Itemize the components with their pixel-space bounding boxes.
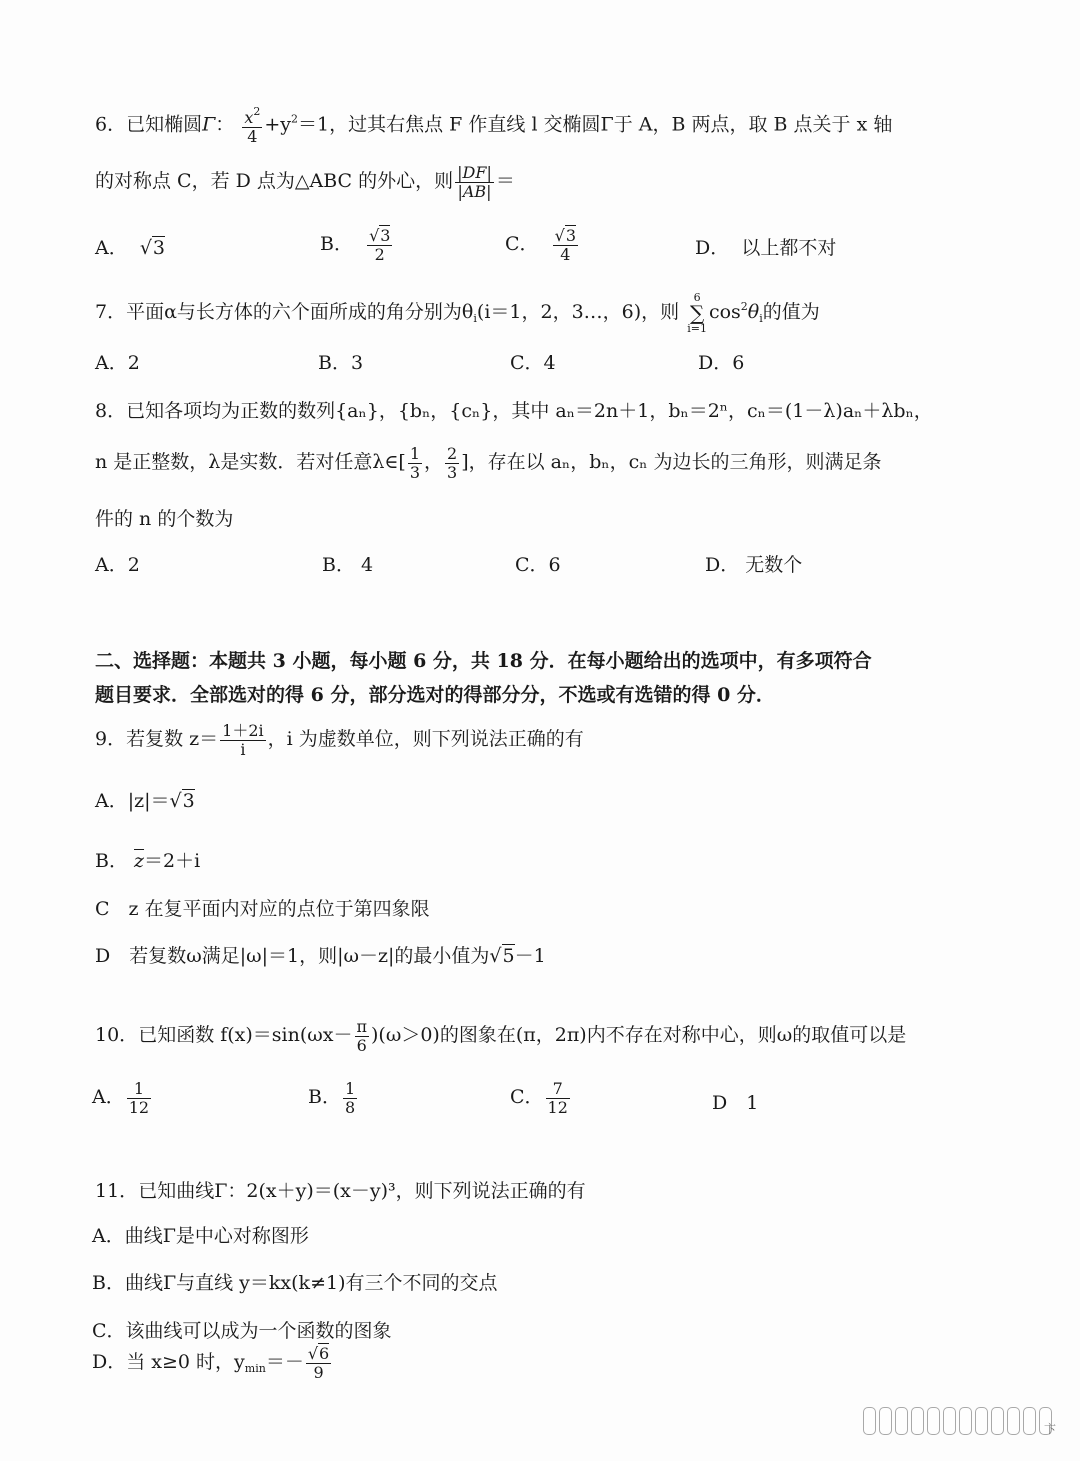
q9-option-b: B． $\overline{z}=2+i$ [95, 850, 201, 872]
watermark-text: 卞 [1043, 1422, 1056, 1436]
watermark-logo [863, 1407, 1052, 1435]
q6-line1: 6．已知椭圆Γ： $\frac{x^2}{4}$ $+y^2=1$，过其右焦点 F 作直线 l 交椭圆Γ于 A，B 两点，取 B 点关于 x 轴 [95, 105, 893, 146]
q6-ratio-fraction: $\frac{|DF|}{|AB|}$ [457, 163, 492, 201]
q9-number: 9． [95, 728, 127, 751]
q7-option-c: C．4 [510, 352, 556, 374]
section2-heading-line2: 题目要求．全部选对的得 6 分，部分选对的得部分分，不选或有选错的得 0 分． [95, 684, 775, 706]
q6-line2: 的对称点 C，若 D 点为△ABC 的外心，则 $\frac{|DF|}{|AB|}$ ＝ [95, 163, 515, 201]
q8-line3: 件的 n 的个数为 [95, 508, 234, 530]
q10-option-c: C． $\frac{7}{12}$ [510, 1079, 568, 1117]
q7-stem: 7．平面α与长方体的六个面所成的角分别为$\theta_i(i=1$，2，3…，6)，则 6 ∑ $i=1\cos^2\theta_i$的值为 [95, 291, 820, 335]
q7-option-d: D．6 [698, 352, 745, 374]
q11-option-a: A．曲线Γ是中心对称图形 [92, 1225, 309, 1247]
q10-number: 10． [95, 1024, 139, 1047]
q8-option-a: A．2 [95, 554, 140, 576]
q8-option-b: B． 4 [322, 554, 374, 576]
q9-option-c: C z 在复平面内对应的点位于第四象限 [95, 898, 430, 920]
q8-line2: n 是正整数，λ是实数．若对任意λ∈[ $\frac{1}{3}$ ， $\frac{2}{3}$ ]，存在以 aₙ，bₙ，cₙ 为边长的三角形，则满足条 [95, 444, 882, 482]
q8-option-d: D． 无数个 [705, 554, 803, 576]
q10-option-d: D 1 [712, 1092, 759, 1114]
q8-line1: 8．已知各项均为正数的数列{aₙ}，{bₙ，{cₙ}，其中 aₙ＝2n＋1，bₙ＝2ⁿ，cₙ＝(1－λ)aₙ＋λbₙ， [95, 400, 933, 422]
q6-option-a: A． √3 [95, 237, 166, 259]
q8-number: 8． [95, 400, 127, 422]
q6-number: 6． [95, 113, 127, 136]
q7-number: 7． [95, 301, 127, 323]
q7-sum-symbol: 6 ∑ i=1 [687, 291, 707, 335]
q10-stem: 10．已知函数 f(x)＝sin(ωx－ $\frac{\pi}{6}$ )(ω＞0)的图象在(π，2π)内不存在对称中心，则ω的取值可以是 [95, 1017, 907, 1055]
section2-heading-line1: 二、选择题：本题共 3 小题，每小题 6 分，共 18 分．在每小题给出的选项中，有多项符合 [95, 650, 872, 672]
q6-option-d: D． 以上都不对 [695, 237, 837, 259]
q6-ellipse-fraction: $\frac{x^2}{4}$ [244, 105, 261, 146]
q9-option-d: D 若复数ω满足|ω|＝1，则|ω－z|的最小值为√5－1 [95, 945, 546, 967]
q11-number: 11． [95, 1180, 139, 1202]
q7-option-b: B．3 [318, 352, 364, 374]
q11-stem: 11．已知曲线Γ：2(x＋y)＝(x－y)³，则下列说法正确的有 [95, 1180, 586, 1202]
q11-option-c: C．该曲线可以成为一个函数的图象 [92, 1320, 392, 1342]
q7-option-a: A．2 [95, 352, 140, 374]
q9-stem: 9．若复数 z＝ $\frac{1+2i}{i}$ ，i 为虚数单位，则下列说法正确的有 [95, 721, 584, 759]
q11-option-d: D．当 x≥0 时，$y_{min}=-$ $\frac{√6}{9}$ [92, 1344, 330, 1382]
q10-option-a: A． $\frac{1}{12}$ [92, 1079, 150, 1117]
q9-option-a: A．|z|＝√3 [95, 790, 195, 812]
q10-option-b: B． $\frac{1}{8}$ [308, 1079, 356, 1117]
q8-option-c: C．6 [515, 554, 561, 576]
q6-option-b: B． $\frac{√3}{2}$ [320, 226, 391, 264]
q6-option-c: C． $\frac{√3}{4}$ [505, 226, 577, 264]
q11-option-b: B．曲线Γ与直线 y＝kx(k≠1)有三个不同的交点 [92, 1272, 498, 1294]
